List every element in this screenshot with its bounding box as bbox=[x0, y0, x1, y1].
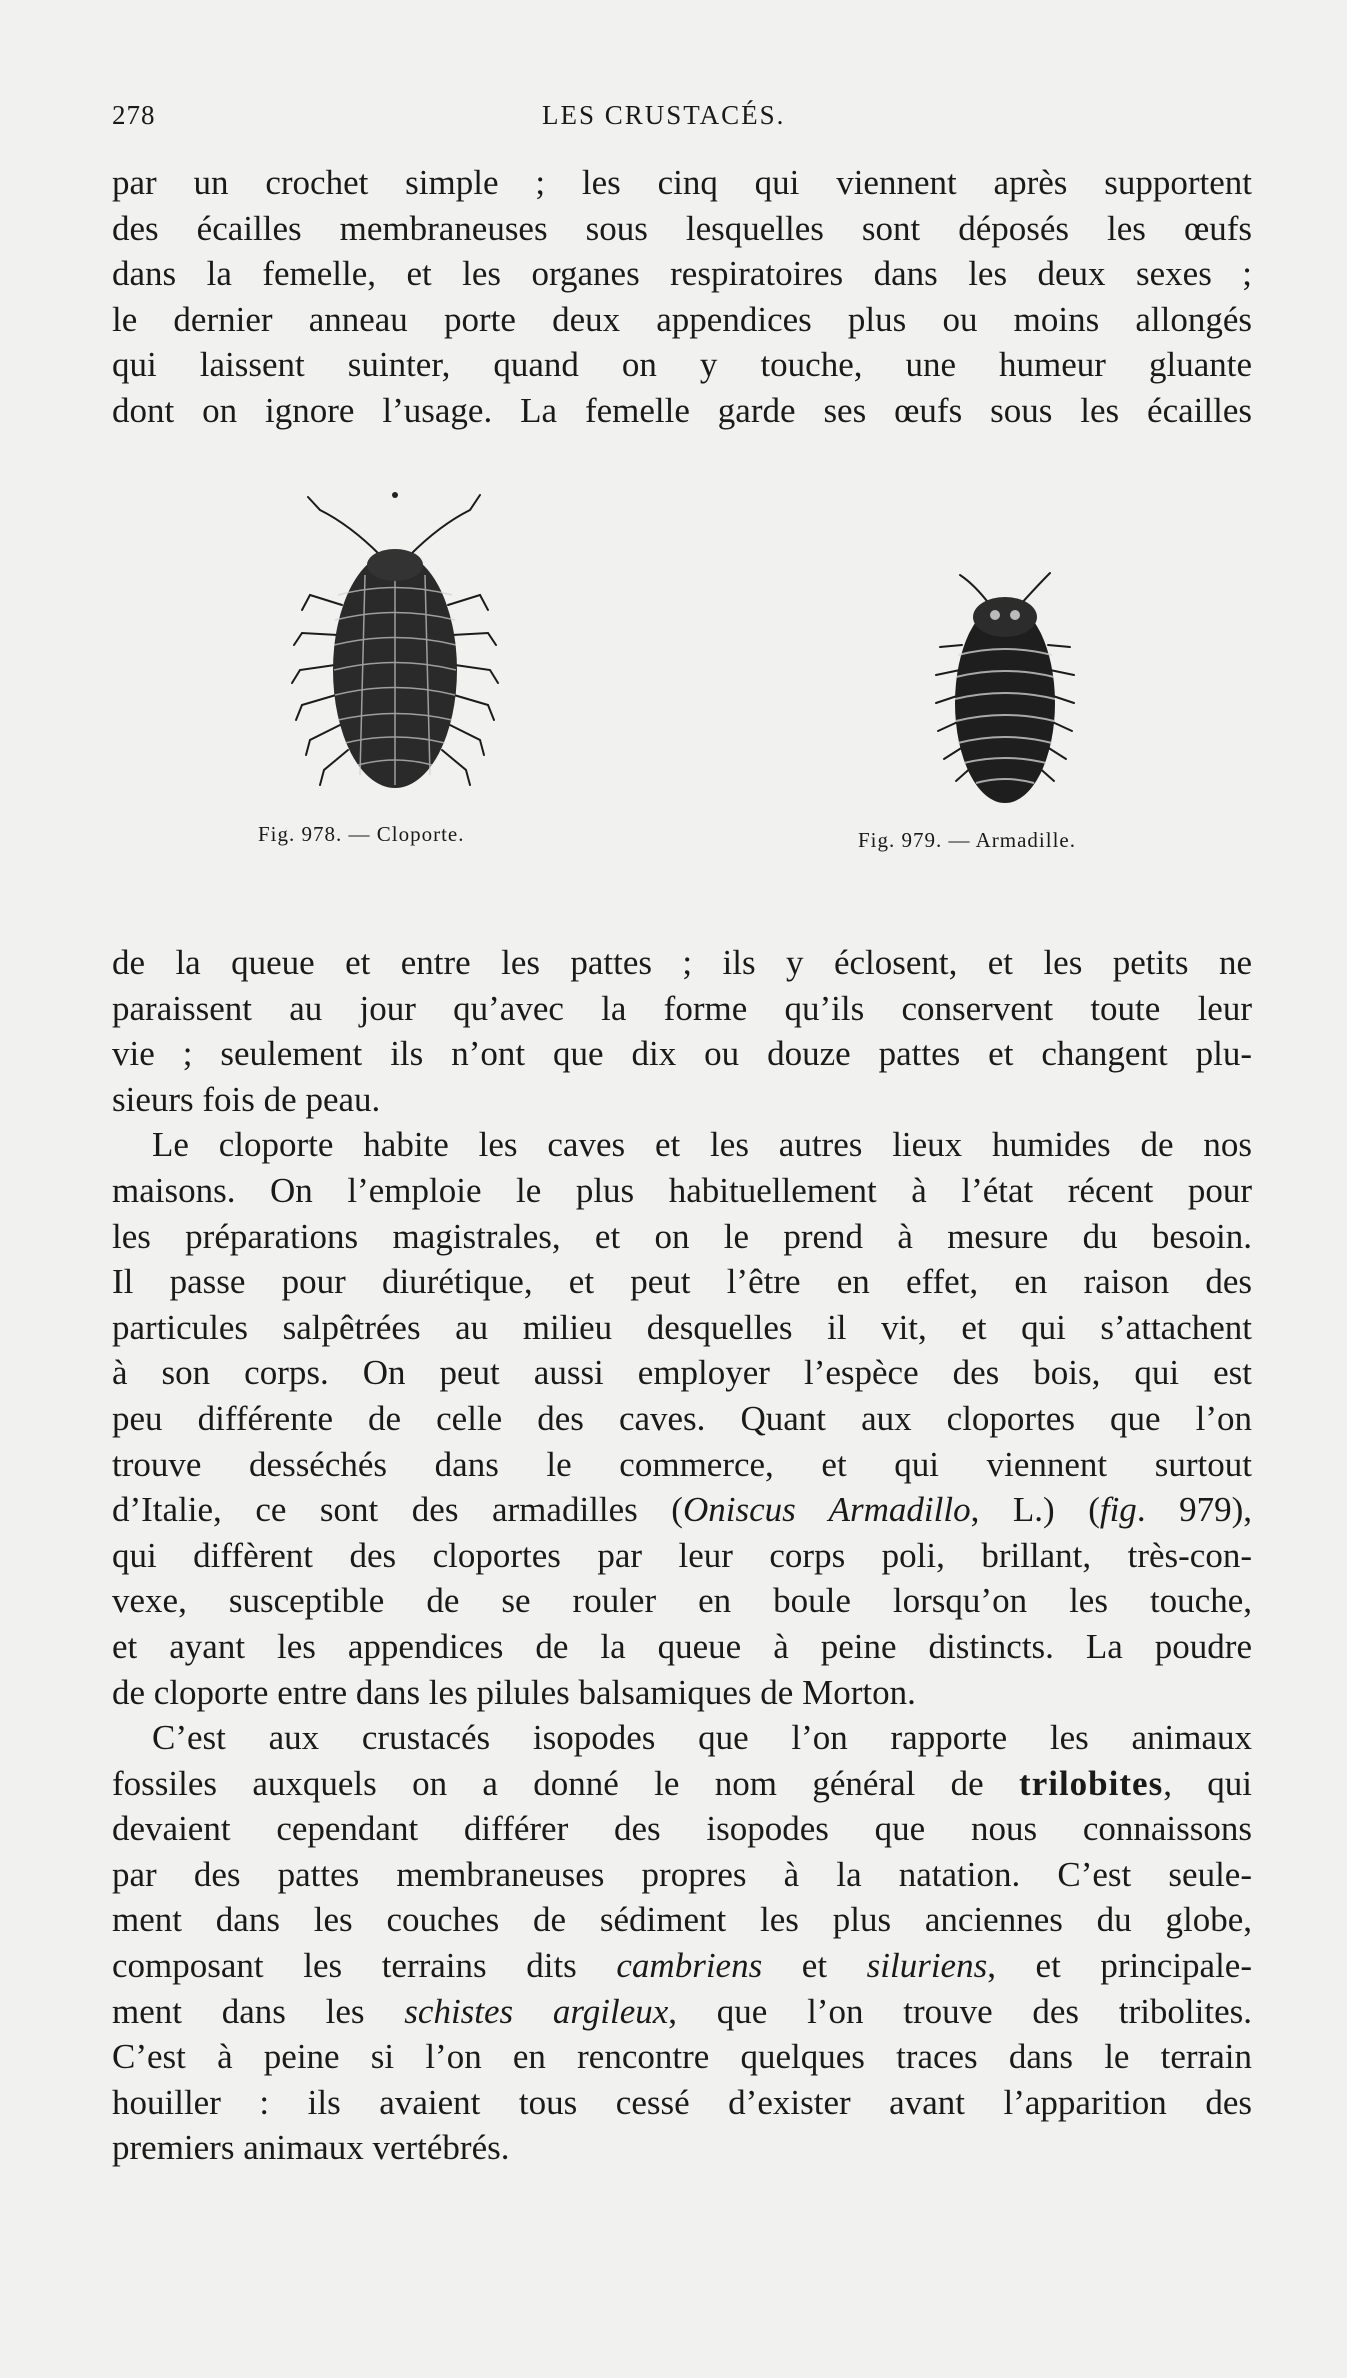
text-line: vexe, susceptible de se rouler en boule lorsqu’on les touche, bbox=[112, 1581, 1252, 1621]
text-line: de cloporte entre dans les pilules balsamiques de Morton. bbox=[112, 1672, 916, 1712]
figure-caption-978: Fig. 978. — Cloporte. bbox=[258, 822, 465, 846]
text-line: et ayant les appendices de la queue à peine distincts. La poudre bbox=[112, 1626, 1252, 1666]
text-line: fossiles auxquels on a donné le nom général de trilobites, qui bbox=[112, 1763, 1252, 1803]
text-line: houiller : ils avaient tous cessé d’exister avant l’apparition des bbox=[112, 2082, 1252, 2122]
text-line: qui diffèrent des cloportes par leur corps poli, brillant, très-con- bbox=[112, 1535, 1252, 1575]
paragraph-continued bbox=[112, 160, 1252, 434]
running-header bbox=[112, 100, 1252, 140]
text-line: d’Italie, ce sont des armadilles (Oniscus Armadillo, L.) (fig. 979), bbox=[112, 1490, 1252, 1530]
text-line: par un crochet simple ; les cinq qui viennent après supportent bbox=[112, 163, 1252, 202]
text-line: dans la femelle, et les organes respiratoires dans les deux sexes ; bbox=[112, 254, 1252, 294]
text-line: C’est à peine si l’on en rencontre quelques traces dans le terrain bbox=[112, 2037, 1252, 2077]
text-line: dont on ignore l’usage. La femelle garde ses œufs sous les écailles bbox=[112, 390, 1252, 430]
text-line: des écailles membraneuses sous lesquelles sont déposés les œufs bbox=[112, 208, 1252, 248]
text-line: trouve desséchés dans le commerce, et qui viennent surtout bbox=[112, 1444, 1252, 1484]
text-line: particules salpêtrées au milieu desquelles il vit, et qui s’attachent bbox=[112, 1307, 1252, 1347]
text-line: les préparations magistrales, et on le prend à mesure du besoin. bbox=[112, 1216, 1252, 1256]
text-line: Il passe pour diurétique, et peut l’être en effet, en raison des bbox=[112, 1262, 1252, 1302]
text-line: sieurs fois de peau. bbox=[112, 1079, 381, 1119]
text-line: à son corps. On peut aussi employer l’espèce des bois, qui est bbox=[112, 1353, 1252, 1393]
running-title: LES CRUSTACÉS. bbox=[542, 100, 786, 130]
text-line: peu différente de celle des caves. Quant aux cloportes que l’on bbox=[112, 1398, 1252, 1438]
species-name: Oniscus Armadillo bbox=[682, 1490, 971, 1530]
text-line: devaient cependant différer des isopodes que nous connaissons bbox=[112, 1809, 1252, 1849]
text-line: qui laissent suinter, quand on y touche, une humeur gluante bbox=[112, 345, 1252, 385]
text-line: maisons. On l’emploie le plus habituellement à l’état récent pour bbox=[112, 1170, 1252, 1210]
pillbug-illustration bbox=[920, 555, 1090, 815]
page-number: 278 bbox=[112, 100, 156, 130]
figure-armadille bbox=[920, 555, 1090, 815]
body-text bbox=[112, 940, 1252, 2171]
term-trilobites: trilobites bbox=[1019, 1763, 1164, 1803]
woodlouse-illustration bbox=[280, 485, 510, 815]
figure-cloporte bbox=[280, 485, 510, 815]
text-line: ment dans les schistes argileux, que l’on trouve des tribolites. bbox=[112, 1991, 1252, 2031]
text-line: de la queue et entre les pattes ; ils y éclosent, et les petits ne bbox=[112, 943, 1252, 982]
text-line: premiers animaux vertébrés. bbox=[112, 2128, 510, 2168]
text-line: vie ; seulement ils n’ont que dix ou douze pattes et changent plu- bbox=[112, 1034, 1252, 1074]
figure-caption-979: Fig. 979. — Armadille. bbox=[858, 828, 1076, 852]
fig-abbrev: fig bbox=[1099, 1490, 1137, 1530]
text-line: ment dans les couches de sédiment les plus anciennes du globe, bbox=[112, 1900, 1252, 1940]
text-line: C’est aux crustacés isopodes que l’on rapporte les animaux bbox=[152, 1718, 1252, 1758]
text-line: paraissent au jour qu’avec la forme qu’ils conservent toute leur bbox=[112, 988, 1252, 1028]
text-line: le dernier anneau porte deux appendices plus ou moins allongés bbox=[112, 299, 1252, 339]
text-line: par des pattes membraneuses propres à la natation. C’est seule- bbox=[112, 1854, 1252, 1894]
text-line: Le cloporte habite les caves et les autres lieux humides de nos bbox=[152, 1125, 1252, 1165]
text-line: composant les terrains dits cambriens et siluriens, et principale- bbox=[112, 1946, 1252, 1986]
